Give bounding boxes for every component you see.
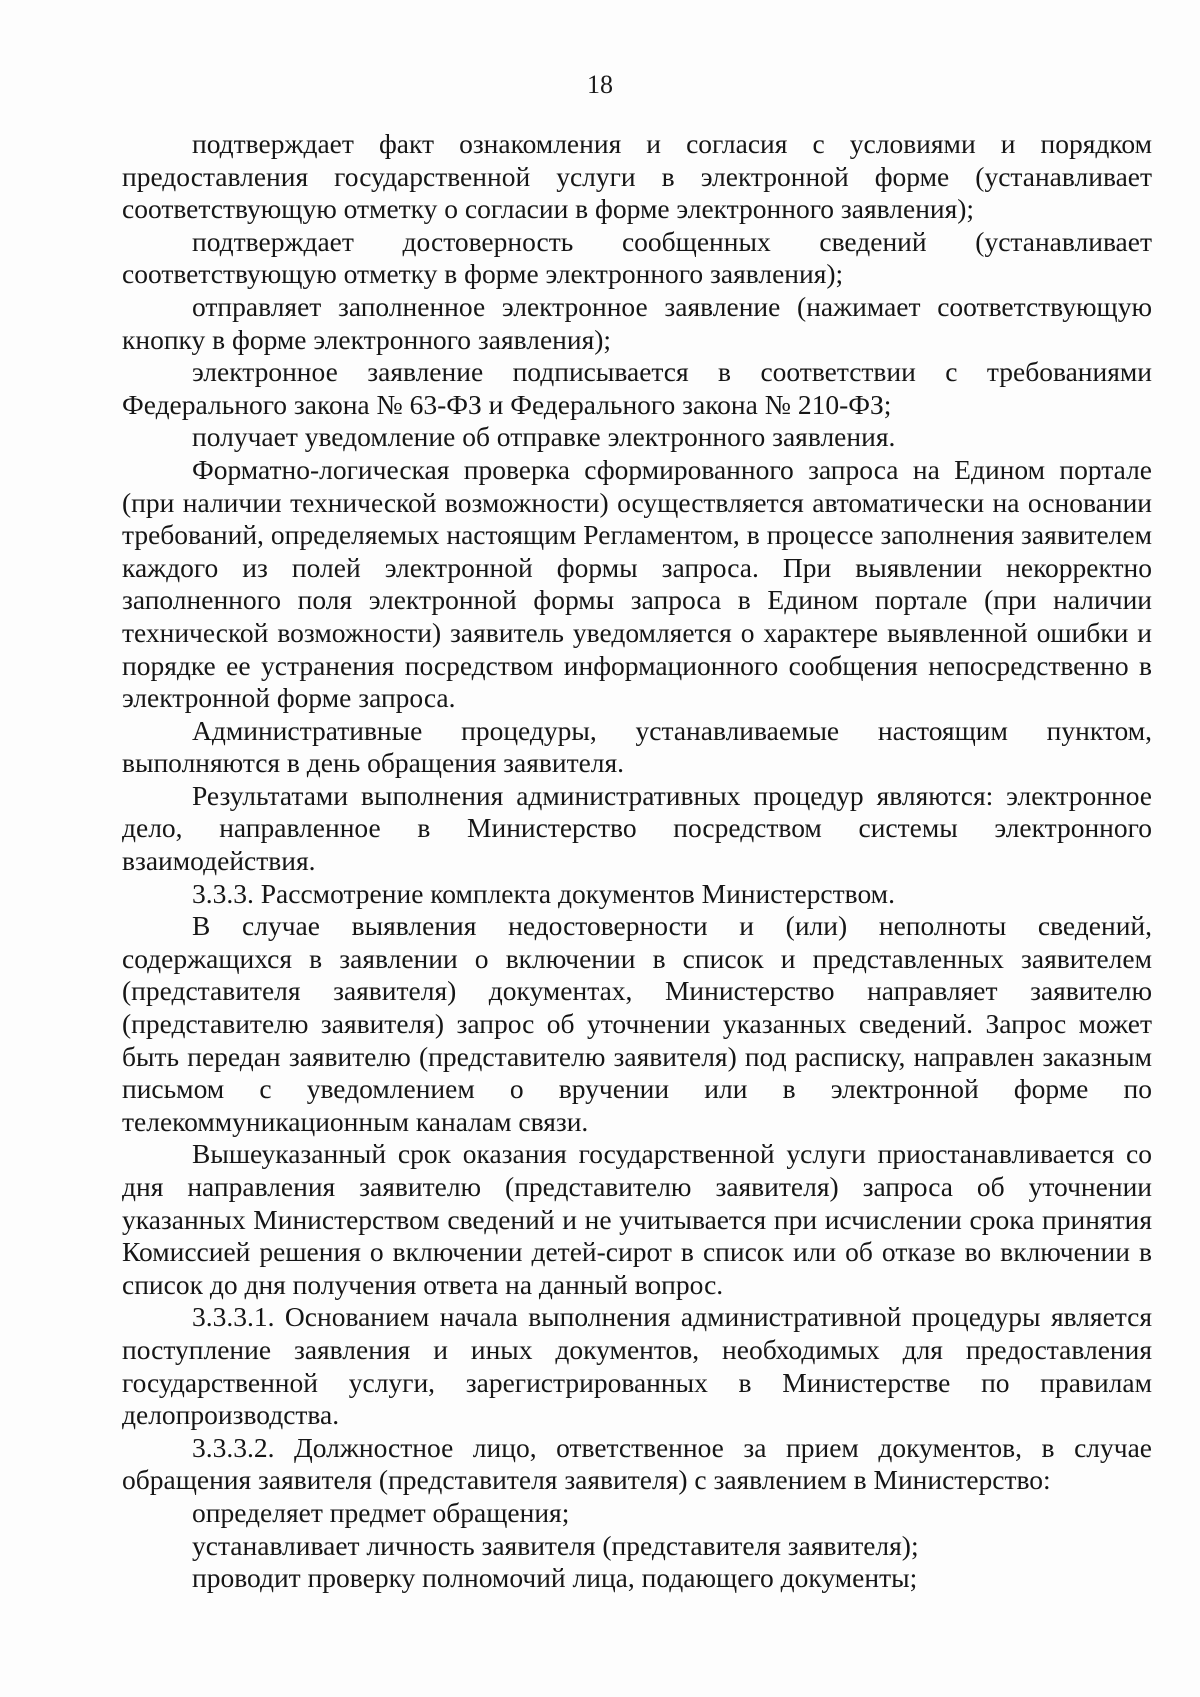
paragraph: подтверждает достоверность сообщенных сведений (устанавливает соответствующую отметку в форме электронного заявления);	[122, 225, 1152, 290]
section-heading: 3.3.3. Рассмотрение комплекта документов Министерством.	[192, 877, 895, 909]
paragraph: Административные процедуры, устанавливаемые настоящим пунктом, выполняются в день обращения заявителя.	[122, 714, 1152, 779]
document-body	[122, 128, 1152, 1595]
paragraph: подтверждает факт ознакомления и согласия с условиями и порядком предоставления государственной услуги в электронной форме (устанавливает соответствующую отметку о согласии в форме электронного заявления);	[122, 128, 1152, 225]
paragraph: В случае выявления недостоверности и (или) неполноты сведений, содержащихся в заявлении о включении в список и представленных заявителем (представителя заявителя) документах, Министерство направляет заявителю (представителю заявителя) запрос об уточнении указанных сведений. Запрос может быть передан заявителю (представителю заявителя) под расписку, направлен заказным письмом с уведомлением о вручении или в электронной форме по телекоммуникационным каналам связи.	[122, 910, 1152, 1137]
paragraph: 3.3.3.1. Основанием начала выполнения административной процедуры является поступление заявления и иных документов, необходимых для предоставления государственной услуги, зарегистрированных в Министерстве по правилам делопроизводства.	[122, 1301, 1152, 1431]
paragraph: Форматно-логическая проверка сформированного запроса на Едином портале (при наличии технической возможности) осуществляется автоматически на основании требований, определяемых настоящим Регламентом, в процессе заполнения заявителем каждого из полей электронной формы запроса. При выявлении некорректно заполненного поля электронной формы запроса в Едином портале (при наличии технической возможности) заявитель уведомляется о характере выявленной ошибки и порядке ее устранения посредством информационного сообщения непосредственно в электронной форме запроса.	[122, 453, 1152, 714]
paragraph: Вышеуказанный срок оказания государственной услуги приостанавливается со дня направления заявителю (представителю заявителя) запроса об уточнении указанных Министерством сведений и не учитывается при исчислении срока принятия Комиссией решения о включении детей-сирот в список или об отказе во включении в список до дня получения ответа на данный вопрос.	[122, 1138, 1152, 1300]
paragraph: отправляет заполненное электронное заявление (нажимает соответствующую кнопку в форме электронного заявления);	[122, 290, 1152, 355]
paragraph: устанавливает личность заявителя (представителя заявителя);	[192, 1529, 919, 1561]
paragraph: электронное заявление подписывается в соответствии с требованиями Федерального закона № 63-ФЗ и Федерального закона № 210-ФЗ;	[122, 356, 1152, 420]
paragraph: 3.3.3.2. Должностное лицо, ответственное за прием документов, в случае обращения заявителя (представителя заявителя) с заявлением в Министерство:	[122, 1431, 1152, 1496]
paragraph: получает уведомление об отправке электронного заявления.	[192, 421, 896, 453]
page-number: 18	[587, 70, 613, 99]
paragraph: определяет предмет обращения;	[192, 1496, 570, 1528]
paragraph: проводит проверку полномочий лица, подающего документы;	[192, 1562, 918, 1594]
paragraph: Результатами выполнения административных процедур являются: электронное дело, направленное в Министерство посредством системы электронного взаимодействия.	[122, 779, 1152, 877]
